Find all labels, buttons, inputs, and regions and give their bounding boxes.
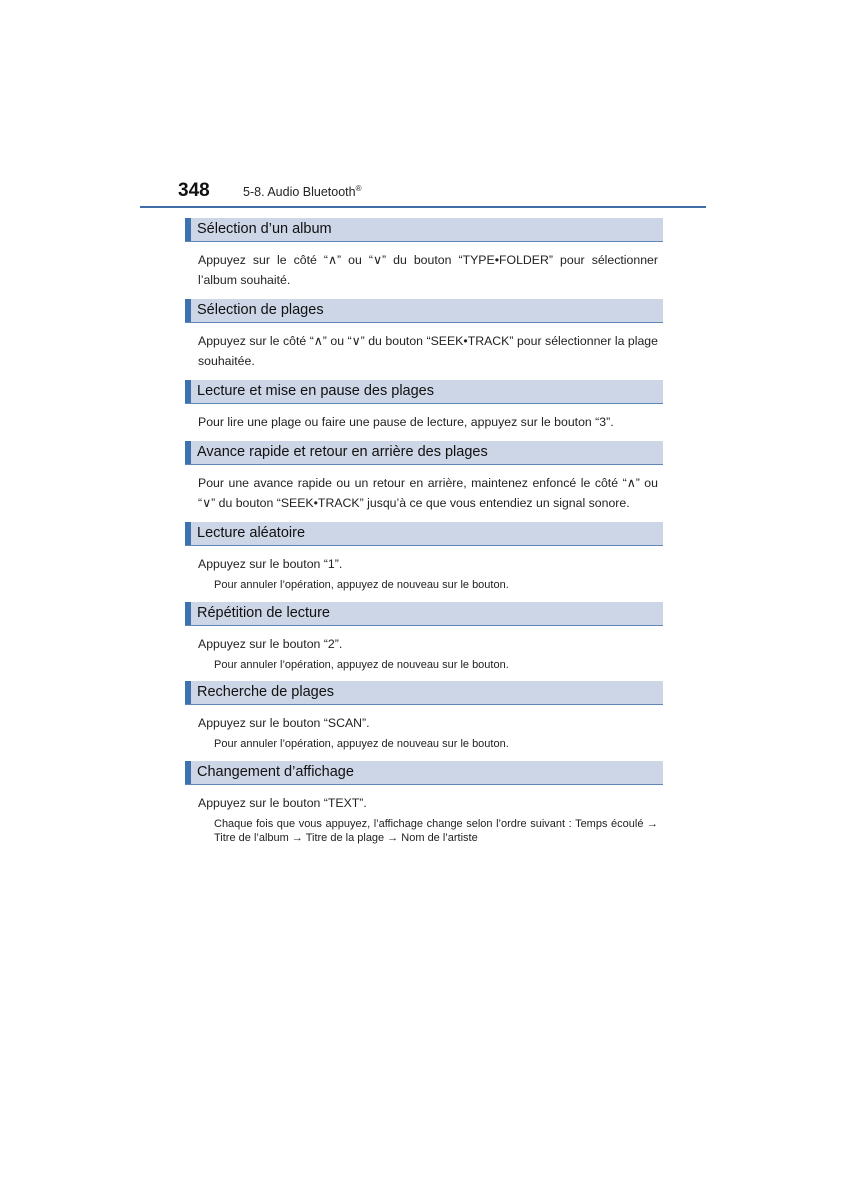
section-body: Appuyez sur le côté “∧” ou “∨” du bouton “SEEK•TRACK” pour sélectionner la plage souhaitée. [198, 334, 658, 368]
section-heading [185, 522, 663, 546]
section-heading [185, 218, 663, 242]
section-title: Changement d’affichage [197, 763, 354, 780]
heading-accent-bar [185, 441, 191, 464]
section-note: Pour annuler l’opération, appuyez de nouveau sur le bouton. [214, 738, 509, 750]
section-album-selection [185, 218, 663, 290]
section-body: Appuyez sur le bouton “1”. [198, 557, 343, 571]
section-title: Recherche de plages [197, 684, 335, 700]
heading-accent-bar [185, 380, 191, 403]
section-body: Pour lire une plage ou faire une pause de lecture, appuyez sur le bouton “3”. [198, 415, 614, 429]
heading-accent-bar [185, 522, 191, 545]
section-heading [185, 299, 663, 323]
section-track-selection [185, 299, 663, 371]
section-heading [185, 761, 663, 785]
heading-accent-bar [185, 761, 191, 784]
section-heading [185, 441, 663, 465]
heading-accent-bar [185, 218, 191, 241]
section-play-pause [185, 380, 663, 432]
section-heading [185, 602, 663, 626]
heading-accent-bar [185, 681, 191, 704]
section-title: Répétition de lecture [197, 604, 330, 621]
section-repeat-play [185, 602, 663, 673]
section-body: Pour une avance rapide ou un retour en arrière, maintenez enfoncé le côté “∧” ou “∨” du bouton “SEEK•TRACK” jusqu’à ce que vous entendiez un signal sonore. [198, 476, 658, 510]
section-title: Sélection de plages [197, 302, 324, 318]
heading-accent-bar [185, 299, 191, 322]
heading-accent-bar [185, 602, 191, 625]
section-note: Chaque fois que vous appuyez, l’affichage change selon l’ordre suivant : Temps écoulé → Titre de l’album → Titre de la plage → Nom de l’artiste [214, 817, 658, 844]
section-note: Pour annuler l’opération, appuyez de nouveau sur le bouton. [214, 579, 509, 591]
section-title: Lecture aléatoire [197, 525, 306, 541]
section-body: Appuyez sur le bouton “TEXT”. [198, 795, 367, 810]
section-heading [185, 380, 663, 404]
main-content [185, 218, 663, 855]
section-track-search [185, 681, 663, 752]
section-random-play [185, 522, 663, 593]
section-body: Appuyez sur le bouton “2”. [198, 636, 343, 651]
section-note: Pour annuler l’opération, appuyez de nouveau sur le bouton. [214, 658, 509, 671]
section-display-change [185, 761, 663, 846]
page-header [0, 178, 848, 212]
page-number: 348 [178, 180, 210, 201]
section-title: Avance rapide et retour en arrière des plages [197, 444, 488, 460]
section-title: Lecture et mise en pause des plages [197, 383, 434, 399]
chapter-title-text: 5-8. Audio Bluetooth [243, 185, 356, 200]
section-fast-forward-rewind [185, 441, 663, 513]
header-rule [140, 206, 706, 208]
section-heading [185, 681, 663, 705]
registered-mark: ® [355, 184, 362, 193]
section-body: Appuyez sur le bouton “SCAN”. [198, 716, 370, 730]
section-title: Sélection d’un album [197, 221, 332, 237]
section-body: Appuyez sur le côté “∧” ou “∨” du bouton “TYPE•FOLDER” pour sélectionner l’album souhaité. [198, 253, 658, 287]
chapter-title [243, 184, 362, 199]
